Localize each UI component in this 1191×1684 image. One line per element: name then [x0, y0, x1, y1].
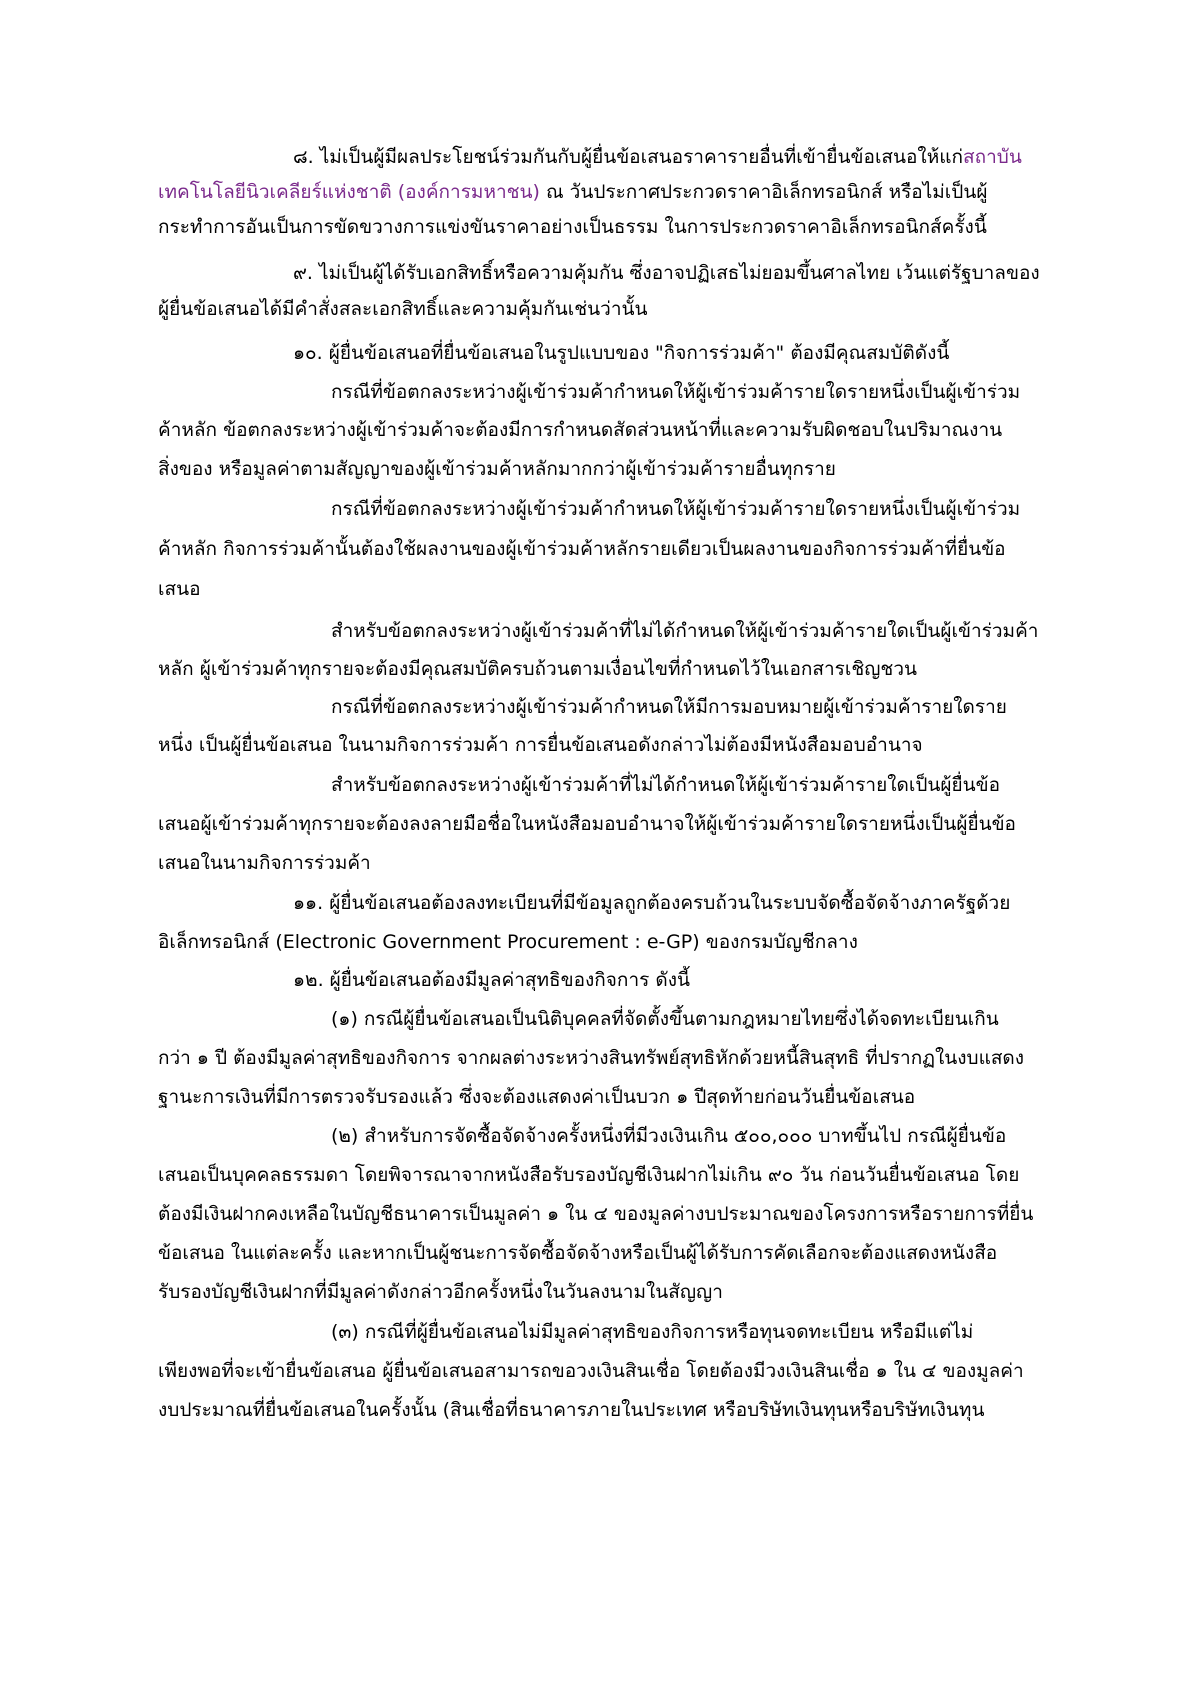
- agency-name-highlight: เทคโนโลยีนิวเคลียร์แห่งชาติ (องค์การมหาชน): [158, 181, 540, 203]
- text-line: ต้องมีเงินฝากคงเหลือในบัญชีธนาคารเป็นมูลค่า ๑ ใน ๔ ของมูลค่างบประมาณของโครงการหรือรายการที่ยื่น: [158, 1203, 1034, 1225]
- text-line: กรณีที่ข้อตกลงระหว่างผู้เข้าร่วมค้ากำหนดให้มีการมอบหมายผู้เข้าร่วมค้ารายใดราย: [331, 696, 1007, 718]
- text-line: ๑๑. ผู้ยื่นข้อเสนอต้องลงทะเบียนที่มีข้อมูลถูกต้องครบถ้วนในระบบจัดซื้อจัดจ้างภาครัฐด้วย: [293, 892, 1011, 914]
- text-line: [293, 145, 1022, 169]
- text-line: รับรองบัญชีเงินฝากที่มีมูลค่าดังกล่าวอีกครั้งหนึ่งในวันลงนามในสัญญา: [158, 1281, 723, 1303]
- text-line: เสนอ: [158, 578, 201, 600]
- text-line: กระทำการอันเป็นการขัดขวางการแข่งขันราคาอย่างเป็นธรรม ในการประกวดราคาอิเล็กทรอนิกส์ครั้งนี้: [158, 216, 987, 238]
- text-line: กรณีที่ข้อตกลงระหว่างผู้เข้าร่วมค้ากำหนดให้ผู้เข้าร่วมค้ารายใดรายหนึ่งเป็นผู้เข้าร่วม: [331, 381, 1021, 403]
- text-line: หลัก ผู้เข้าร่วมค้าทุกรายจะต้องมีคุณสมบัติครบถ้วนตามเงื่อนไขที่กำหนดไว้ในเอกสารเชิญชวน: [158, 658, 917, 680]
- text-line: เสนอเป็นบุคคลธรรมดา โดยพิจารณาจากหนังสือรับรองบัญชีเงินฝากไม่เกิน ๙๐ วัน ก่อนวันยื่นข้อเสนอ โดย: [158, 1164, 1020, 1186]
- text-line: สำหรับข้อตกลงระหว่างผู้เข้าร่วมค้าที่ไม่ได้กำหนดให้ผู้เข้าร่วมค้ารายใดเป็นผู้ยื่นข้อ: [331, 774, 1001, 796]
- text-line: ผู้ยื่นข้อเสนอได้มีคำสั่งสละเอกสิทธิ์และความคุ้มกันเช่นว่านั้น: [158, 298, 648, 320]
- text-line: หนึ่ง เป็นผู้ยื่นข้อเสนอ ในนามกิจการร่วมค้า การยื่นข้อเสนอดังกล่าวไม่ต้องมีหนังสือมอบอำนาจ: [158, 734, 923, 756]
- text-line: สำหรับข้อตกลงระหว่างผู้เข้าร่วมค้าที่ไม่ได้กำหนดให้ผู้เข้าร่วมค้ารายใดเป็นผู้เข้าร่วมค้า: [331, 620, 1039, 642]
- text-line: (๓) กรณีที่ผู้ยื่นข้อเสนอไม่มีมูลค่าสุทธิของกิจการหรือทุนจดทะเบียน หรือมีแต่ไม่: [331, 1321, 974, 1343]
- text-line: ค้าหลัก ข้อตกลงระหว่างผู้เข้าร่วมค้าจะต้องมีการกำหนดสัดส่วนหน้าที่และความรับผิดชอบในปริมาณงาน: [158, 419, 1003, 441]
- text-line: [158, 180, 987, 204]
- text-line: ๙. ไม่เป็นผู้ได้รับเอกสิทธิ์หรือความคุ้มกัน ซึ่งอาจปฏิเสธไม่ยอมขึ้นศาลไทย เว้นแต่รัฐบาลของ: [293, 262, 1040, 284]
- text-line: ๑๒. ผู้ยื่นข้อเสนอต้องมีมูลค่าสุทธิของกิจการ ดังนี้: [293, 969, 690, 991]
- text-line: สิ่งของ หรือมูลค่าตามสัญญาของผู้เข้าร่วมค้าหลักมากกว่าผู้เข้าร่วมค้ารายอื่นทุกราย: [158, 458, 836, 480]
- text-line: กว่า ๑ ปี ต้องมีมูลค่าสุทธิของกิจการ จากผลต่างระหว่างสินทรัพย์สุทธิหักด้วยหนี้สินสุทธิ ที่ปรากฏในงบแสดง: [158, 1047, 1025, 1069]
- text-line: ฐานะการเงินที่มีการตรวจรับรองแล้ว ซึ่งจะต้องแสดงค่าเป็นบวก ๑ ปีสุดท้ายก่อนวันยื่นข้อเสนอ: [158, 1086, 916, 1108]
- text-line: กรณีที่ข้อตกลงระหว่างผู้เข้าร่วมค้ากำหนดให้ผู้เข้าร่วมค้ารายใดรายหนึ่งเป็นผู้เข้าร่วม: [331, 498, 1021, 520]
- text-line: เสนอในนามกิจการร่วมค้า: [158, 852, 371, 874]
- text-line: ค้าหลัก กิจการร่วมค้านั้นต้องใช้ผลงานของผู้เข้าร่วมค้าหลักรายเดียวเป็นผลงานของกิจการร่วมค้าที่ยื่นข้อ: [158, 538, 1006, 560]
- text-run: ๘. ไม่เป็นผู้มีผลประโยชน์ร่วมกันกับผู้ยื่นข้อเสนอราคารายอื่นที่เข้ายื่นข้อเสนอให้แก่: [293, 146, 963, 168]
- text-line: งบประมาณที่ยื่นข้อเสนอในครั้งนั้น (สินเชื่อที่ธนาคารภายในประเทศ หรือบริษัทเงินทุนหรือบริษัทเงินทุน: [158, 1399, 985, 1421]
- text-line: ๑๐. ผู้ยื่นข้อเสนอที่ยื่นข้อเสนอในรูปแบบของ "กิจการร่วมค้า" ต้องมีคุณสมบัติดังนี้: [293, 342, 950, 364]
- text-line: ข้อเสนอ ในแต่ละครั้ง และหากเป็นผู้ชนะการจัดซื้อจัดจ้างหรือเป็นผู้ได้รับการคัดเลือกจะต้องแสดงหนังสือ: [158, 1242, 998, 1264]
- text-line: อิเล็กทรอนิกส์ (Electronic Government Procurement : e-GP) ของกรมบัญชีกลาง: [158, 931, 858, 953]
- text-line: เสนอผู้เข้าร่วมค้าทุกรายจะต้องลงลายมือชื่อในหนังสือมอบอำนาจให้ผู้เข้าร่วมค้ารายใดรายหนึ่งเป็นผู้ยื่นข้อ: [158, 813, 1016, 835]
- text-line: (๑) กรณีผู้ยื่นข้อเสนอเป็นนิติบุคคลที่จัดตั้งขึ้นตามกฎหมายไทยซึ่งได้จดทะเบียนเกิน: [331, 1008, 999, 1030]
- text-run: ณ วันประกาศประกวดราคาอิเล็กทรอนิกส์ หรือไม่เป็นผู้: [539, 181, 988, 203]
- agency-name-highlight: สถาบัน: [962, 146, 1022, 168]
- text-line: (๒) สำหรับการจัดซื้อจัดจ้างครั้งหนึ่งที่มีวงเงินเกิน ๕๐๐,๐๐๐ บาทขึ้นไป กรณีผู้ยื่นข้อ: [331, 1125, 1007, 1147]
- text-line: เพียงพอที่จะเข้ายื่นข้อเสนอ ผู้ยื่นข้อเสนอสามารถขอวงเงินสินเชื่อ โดยต้องมีวงเงินสินเชื่อ ๑ ใน ๔ ของมูลค่า: [158, 1360, 1024, 1382]
